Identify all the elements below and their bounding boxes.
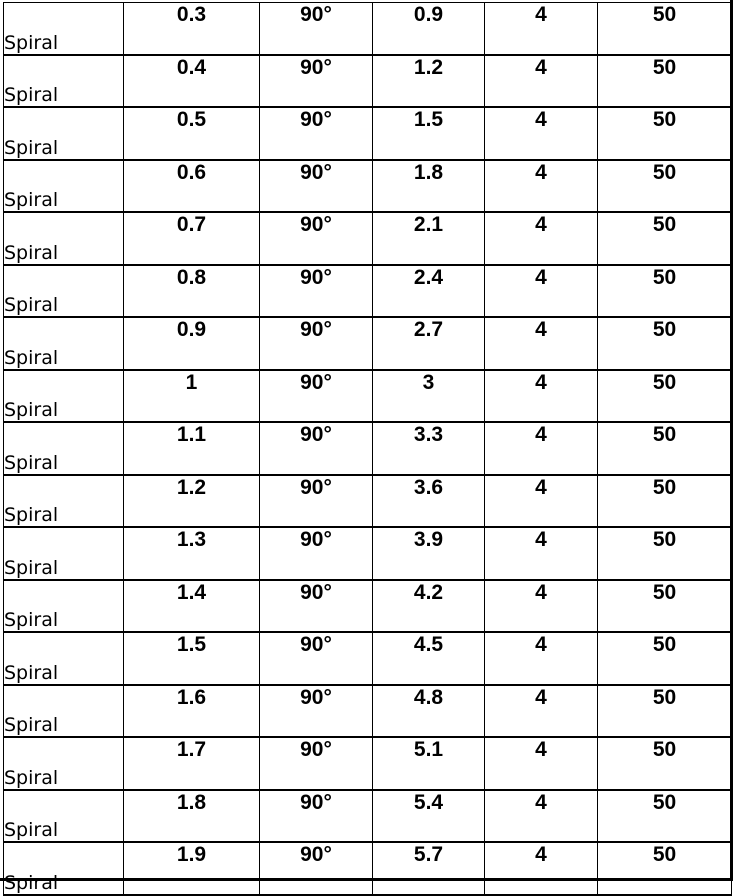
type-cell: Spiral bbox=[4, 3, 124, 55]
angle-cell: 90° bbox=[260, 212, 373, 265]
count-cell: 4 bbox=[485, 160, 598, 213]
value-b-cell: 3.3 bbox=[373, 422, 485, 475]
value-a-cell: 0.5 bbox=[124, 107, 260, 160]
value-c-cell: 50 bbox=[598, 632, 732, 685]
value-b-cell: 2.7 bbox=[373, 317, 485, 370]
angle-cell: 90° bbox=[260, 422, 373, 475]
angle-cell: 90° bbox=[260, 475, 373, 528]
value-a-cell: 1.9 bbox=[124, 842, 260, 895]
value-b-cell: 5.4 bbox=[373, 790, 485, 843]
value-c-cell: 50 bbox=[598, 422, 732, 475]
table-row bbox=[4, 317, 732, 370]
value-b-cell: 4.8 bbox=[373, 685, 485, 738]
count-cell: 4 bbox=[485, 107, 598, 160]
value-b-cell: 0.9 bbox=[373, 3, 485, 55]
value-a-cell: 0.4 bbox=[124, 55, 260, 108]
count-cell: 4 bbox=[485, 55, 598, 108]
type-cell: Spiral bbox=[4, 212, 124, 265]
value-b-cell: 5.7 bbox=[373, 842, 485, 895]
value-c-cell: 50 bbox=[598, 265, 732, 318]
value-a-cell: 1.7 bbox=[124, 737, 260, 790]
count-cell: 4 bbox=[485, 527, 598, 580]
angle-cell: 90° bbox=[260, 790, 373, 843]
count-cell: 4 bbox=[485, 842, 598, 895]
value-a-cell: 0.6 bbox=[124, 160, 260, 213]
type-cell: Spiral bbox=[4, 580, 124, 633]
angle-cell: 90° bbox=[260, 842, 373, 895]
table-row bbox=[4, 3, 732, 55]
value-a-cell: 0.3 bbox=[124, 3, 260, 55]
value-c-cell: 50 bbox=[598, 685, 732, 738]
value-c-cell: 50 bbox=[598, 842, 732, 895]
table-row bbox=[4, 790, 732, 843]
count-cell: 4 bbox=[485, 265, 598, 318]
angle-cell: 90° bbox=[260, 685, 373, 738]
count-cell: 4 bbox=[485, 422, 598, 475]
table-row bbox=[4, 265, 732, 318]
type-cell: Spiral bbox=[4, 527, 124, 580]
table-row bbox=[4, 580, 732, 633]
table-row bbox=[4, 370, 732, 423]
type-cell: Spiral bbox=[4, 737, 124, 790]
value-b-cell: 5.1 bbox=[373, 737, 485, 790]
table-row bbox=[4, 737, 732, 790]
table-row bbox=[4, 107, 732, 160]
value-c-cell: 50 bbox=[598, 317, 732, 370]
value-c-cell: 50 bbox=[598, 475, 732, 528]
type-cell: Spiral bbox=[4, 422, 124, 475]
value-a-cell: 1.4 bbox=[124, 580, 260, 633]
type-cell: Spiral bbox=[4, 790, 124, 843]
angle-cell: 90° bbox=[260, 370, 373, 423]
angle-cell: 90° bbox=[260, 527, 373, 580]
value-a-cell: 1 bbox=[124, 370, 260, 423]
value-b-cell: 4.5 bbox=[373, 632, 485, 685]
value-c-cell: 50 bbox=[598, 370, 732, 423]
angle-cell: 90° bbox=[260, 55, 373, 108]
angle-cell: 90° bbox=[260, 317, 373, 370]
type-cell: Spiral bbox=[4, 685, 124, 738]
value-b-cell: 1.8 bbox=[373, 160, 485, 213]
value-b-cell: 3.9 bbox=[373, 527, 485, 580]
table-row bbox=[4, 685, 732, 738]
type-cell: Spiral bbox=[4, 107, 124, 160]
type-cell: Spiral bbox=[4, 265, 124, 318]
type-cell: Spiral bbox=[4, 160, 124, 213]
table-row bbox=[4, 212, 732, 265]
count-cell: 4 bbox=[485, 685, 598, 738]
table-row bbox=[4, 632, 732, 685]
table-row bbox=[4, 422, 732, 475]
angle-cell: 90° bbox=[260, 580, 373, 633]
table-row bbox=[4, 475, 732, 528]
count-cell: 4 bbox=[485, 212, 598, 265]
value-c-cell: 50 bbox=[598, 3, 732, 55]
value-a-cell: 0.8 bbox=[124, 265, 260, 318]
value-c-cell: 50 bbox=[598, 790, 732, 843]
type-cell: Spiral bbox=[4, 475, 124, 528]
table-row bbox=[4, 55, 732, 108]
value-c-cell: 50 bbox=[598, 527, 732, 580]
angle-cell: 90° bbox=[260, 737, 373, 790]
count-cell: 4 bbox=[485, 370, 598, 423]
angle-cell: 90° bbox=[260, 160, 373, 213]
value-b-cell: 1.5 bbox=[373, 107, 485, 160]
value-c-cell: 50 bbox=[598, 580, 732, 633]
count-cell: 4 bbox=[485, 632, 598, 685]
value-c-cell: 50 bbox=[598, 212, 732, 265]
type-cell: Spiral bbox=[4, 317, 124, 370]
value-a-cell: 0.9 bbox=[124, 317, 260, 370]
value-b-cell: 3 bbox=[373, 370, 485, 423]
count-cell: 4 bbox=[485, 475, 598, 528]
table-row bbox=[4, 527, 732, 580]
table-body bbox=[4, 3, 732, 895]
value-b-cell: 4.2 bbox=[373, 580, 485, 633]
angle-cell: 90° bbox=[260, 632, 373, 685]
spiral-data-table bbox=[3, 2, 732, 896]
table-row bbox=[4, 160, 732, 213]
angle-cell: 90° bbox=[260, 265, 373, 318]
value-c-cell: 50 bbox=[598, 160, 732, 213]
count-cell: 4 bbox=[485, 3, 598, 55]
value-a-cell: 1.8 bbox=[124, 790, 260, 843]
value-a-cell: 1.2 bbox=[124, 475, 260, 528]
value-a-cell: 1.3 bbox=[124, 527, 260, 580]
type-cell: Spiral bbox=[4, 370, 124, 423]
type-cell: Spiral bbox=[4, 632, 124, 685]
type-cell: Spiral bbox=[4, 55, 124, 108]
angle-cell: 90° bbox=[260, 107, 373, 160]
value-b-cell: 2.4 bbox=[373, 265, 485, 318]
value-a-cell: 1.6 bbox=[124, 685, 260, 738]
count-cell: 4 bbox=[485, 317, 598, 370]
value-c-cell: 50 bbox=[598, 737, 732, 790]
count-cell: 4 bbox=[485, 790, 598, 843]
value-b-cell: 3.6 bbox=[373, 475, 485, 528]
type-cell: Spiral bbox=[4, 842, 124, 895]
count-cell: 4 bbox=[485, 737, 598, 790]
angle-cell: 90° bbox=[260, 3, 373, 55]
value-c-cell: 50 bbox=[598, 107, 732, 160]
value-a-cell: 0.7 bbox=[124, 212, 260, 265]
value-b-cell: 2.1 bbox=[373, 212, 485, 265]
value-c-cell: 50 bbox=[598, 55, 732, 108]
value-a-cell: 1.5 bbox=[124, 632, 260, 685]
count-cell: 4 bbox=[485, 580, 598, 633]
value-b-cell: 1.2 bbox=[373, 55, 485, 108]
value-a-cell: 1.1 bbox=[124, 422, 260, 475]
